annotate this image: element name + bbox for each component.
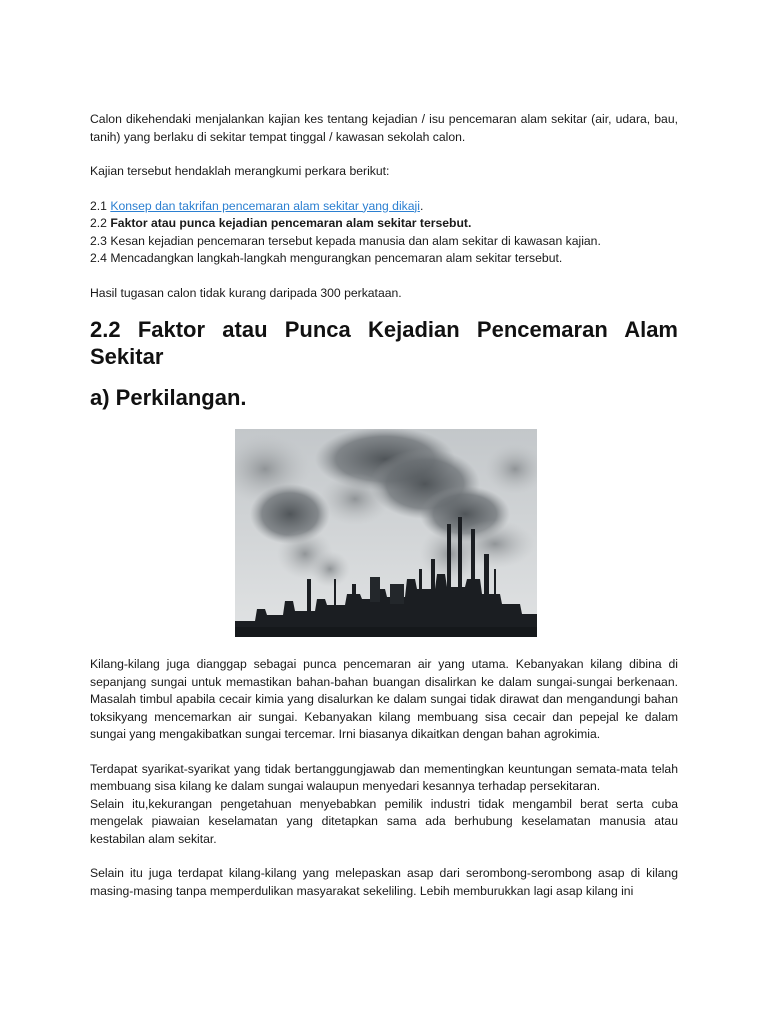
body-paragraph: Selain itu,kekurangan pengetahuan menyebabkan pemilik industri tidak mengambil berat serta cuba mengelak piawaian keselamatan yang ditetapkan sama ada berhubung keselamatan manusia atau kestabilan alam sekitar. <box>90 796 678 846</box>
factory-smoke-icon <box>235 429 537 637</box>
list-item-number: 2.3 <box>90 233 111 248</box>
list-item <box>90 233 678 251</box>
list-item-text: Mencadangkan langkah-langkah mengurangkan pencemaran alam sekitar tersebut. <box>110 251 563 265</box>
list-item-text: Kesan kejadian pencemaran tersebut kepada manusia dan alam sekitar di kawasan kajian. <box>110 233 601 248</box>
list-item-suffix: . <box>419 198 424 213</box>
section-heading: 2.2 Faktor atau Punca Kejadian Pencemaran Alam Sekitar <box>90 317 678 369</box>
document-content <box>90 111 678 900</box>
word-count-note: Hasil tugasan calon tidak kurang daripada 300 perkataan. <box>90 285 402 300</box>
requirements-list <box>90 198 678 268</box>
factory-smoke-photo <box>235 429 537 637</box>
body-paragraph: Selain itu juga terdapat kilang-kilang yang melepaskan asap dari serombong-serombong asap di kilang masing-masing tanpa memperdulikan masyarakat sekeliling. Lebih memburukkan lagi asap kilang ini <box>90 866 678 898</box>
body-paragraph: Kilang-kilang juga dianggap sebagai punca pencemaran air yang utama. Kebanyakan kilang dibina di sepanjang sungai untuk memastikan bahan-bahan buangan disalirkan ke dalam sungai-sungai berkenaan. Masalah timbul apabila cecair kimia yang disalurkan ke dalam sungai tidak dirawat dan mengandungi bahan toksikyang mencemarkan air sungai. Kebanyakan kilang membuang sisa cecair dan pepejal ke dalam sungai yang mengakibatkan sungai tercemar. Irni biasanya dikaitkan dengan bahan agrokimia. <box>90 657 678 741</box>
list-item <box>90 250 678 268</box>
list-item-number: 2.1 <box>90 198 111 213</box>
intro-instruction: Kajian tersebut hendaklah merangkumi perkara berikut: <box>90 164 390 178</box>
list-item-number: 2.2 <box>90 216 111 230</box>
list-item-text-bold: Faktor atau punca kejadian pencemaran alam sekitar tersebut. <box>110 216 472 230</box>
body-paragraph: Terdapat syarikat-syarikat yang tidak bertanggungjawab dan mementingkan keuntungan semata-mata telah membuang sisa kilang ke dalam sungai walaupun menyedari kesannya terhadap persekitaran. <box>90 761 678 793</box>
list-item <box>90 198 678 216</box>
subsection-heading: a) Perkilangan. <box>90 385 247 410</box>
intro-paragraph: Calon dikehendaki menjalankan kajian kes tentang kejadian / isu pencemaran alam sekitar (air, udara, bau, tanih) yang berlaku di sekitar tempat tinggal / kawasan sekolah calon. <box>90 112 678 144</box>
list-item-number: 2.4 <box>90 251 111 265</box>
list-item <box>90 215 678 233</box>
concept-definition-link[interactable]: Konsep dan takrifan pencemaran alam sekitar yang dikaji <box>110 198 420 213</box>
